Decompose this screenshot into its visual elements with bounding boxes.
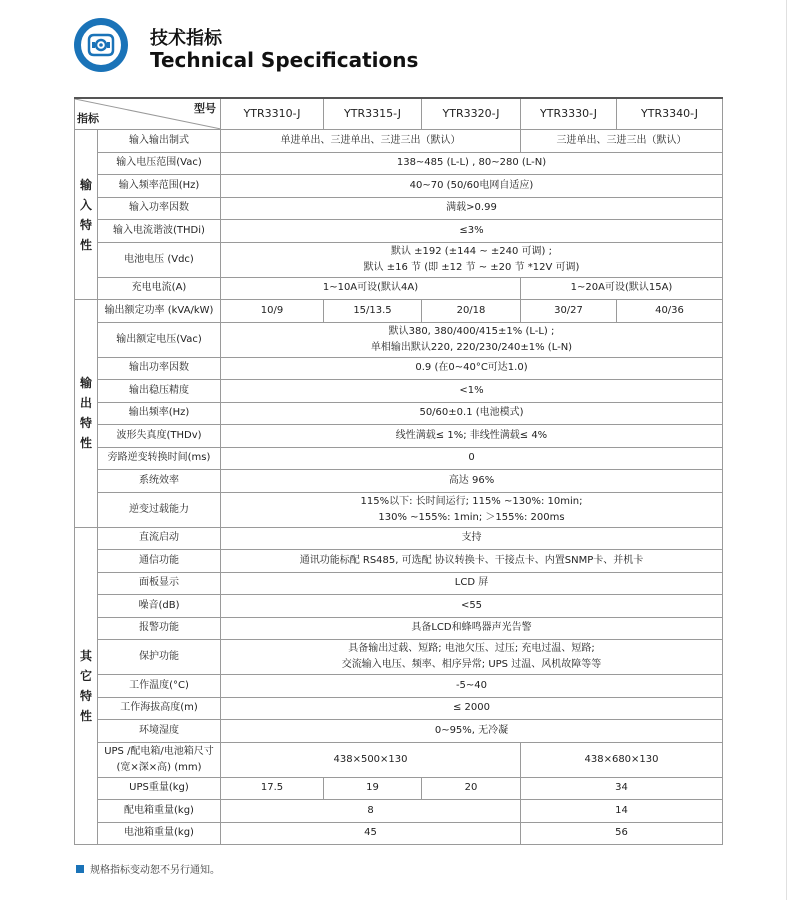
table-header-row <box>75 98 723 130</box>
row-label: 保护功能 <box>98 640 221 675</box>
cell-line: 默认380, 380/400/415±1% (L-L) ; <box>388 325 555 337</box>
model-header: YTR3330-J <box>521 98 617 130</box>
cell-value: 0 <box>221 447 723 470</box>
cell-value: ≤3% <box>221 220 723 243</box>
row-label: 电池电压 (Vdc) <box>98 242 221 277</box>
cell-value: 30/27 <box>521 300 617 323</box>
cell-line: 单相输出默认220, 220/230/240±1% (L-N) <box>370 341 573 353</box>
cell-value: 三进单出、三进三出（默认） <box>521 130 723 153</box>
table-row <box>75 470 723 493</box>
table-row <box>75 220 723 243</box>
row-label: 直流启动 <box>98 527 221 550</box>
table-row <box>75 800 723 823</box>
row-label: 报警功能 <box>98 617 221 640</box>
row-label-line: UPS /配电箱/电池箱尺寸 <box>104 745 214 757</box>
cell-value: <1% <box>221 380 723 403</box>
row-label: 输出额定电压(Vac) <box>98 322 221 357</box>
title-cn: 技术指标 <box>150 28 222 49</box>
table-row <box>75 742 723 777</box>
table-row <box>75 595 723 618</box>
table-row <box>75 277 723 300</box>
logo <box>74 18 128 72</box>
cell-value: 1~10A可设(默认4A) <box>221 277 521 300</box>
cell-value: 40~70 (50/60电网自适应) <box>221 175 723 198</box>
table-row <box>75 447 723 470</box>
page-edge-line <box>786 0 787 900</box>
cell-value: 45 <box>221 822 521 845</box>
cell-value: 15/13.5 <box>324 300 422 323</box>
cell-value: 满载>0.99 <box>221 197 723 220</box>
row-label: 环境湿度 <box>98 720 221 743</box>
specs-icon <box>86 32 116 58</box>
cell-value: ≤ 2000 <box>221 697 723 720</box>
section-label-other: 其它特性 <box>75 527 98 845</box>
cell-value: <55 <box>221 595 723 618</box>
table-row <box>75 130 723 153</box>
cell-value: 56 <box>521 822 723 845</box>
row-label: 输出稳压精度 <box>98 380 221 403</box>
table-row <box>75 675 723 698</box>
table-row <box>75 697 723 720</box>
cell-line: 115%以下: 长时间运行; 115% ~130%: 10min; <box>360 495 583 507</box>
cell-value: 0.9 (在0~40°C可达1.0) <box>221 357 723 380</box>
table-row <box>75 242 723 277</box>
corner-index-label: 指标 <box>77 112 99 125</box>
cell-value: 34 <box>521 777 723 800</box>
cell-value: 线性满载≤ 1%; 非线性满载≤ 4% <box>221 425 723 448</box>
cell-line: 具备输出过载、短路; 电池欠压、过压; 充电过温、短路; <box>348 643 595 654</box>
row-label: 输出额定功率 (kVA/kW) <box>98 300 221 323</box>
row-label: 通信功能 <box>98 550 221 573</box>
table-row <box>75 380 723 403</box>
cell-value: 具备LCD和蜂鸣器声光告警 <box>221 617 723 640</box>
row-label: 工作海拔高度(m) <box>98 697 221 720</box>
table-row <box>75 152 723 175</box>
footnote-text: 规格指标变动恕不另行通知。 <box>90 865 220 876</box>
footnote <box>76 861 220 876</box>
cell-value: 138~485 (L-L) , 80~280 (L-N) <box>221 152 723 175</box>
table-row <box>75 357 723 380</box>
cell-value: 438×500×130 <box>221 742 521 777</box>
section-label-output: 输出特性 <box>75 300 98 528</box>
row-label: 波形失真度(THDv) <box>98 425 221 448</box>
model-header: YTR3340-J <box>617 98 723 130</box>
spec-table <box>74 97 723 845</box>
table-row <box>75 197 723 220</box>
cell-value: 50/60±0.1 (电池模式) <box>221 402 723 425</box>
section-label-input: 输入特性 <box>75 130 98 300</box>
table-row <box>75 572 723 595</box>
table-row <box>75 322 723 357</box>
table-row <box>75 402 723 425</box>
row-label: UPS重量(kg) <box>98 777 221 800</box>
cell-value <box>221 242 723 277</box>
cell-value <box>221 640 723 675</box>
cell-value: 14 <box>521 800 723 823</box>
cell-value: 0~95%, 无冷凝 <box>221 720 723 743</box>
cell-line: 默认 ±16 节 (即 ±12 节 ~ ±20 节 *12V 可调) <box>363 261 580 273</box>
table-row <box>75 777 723 800</box>
cell-value: 8 <box>221 800 521 823</box>
cell-line: 130% ~155%: 1min; ＞155%: 200ms <box>378 511 565 523</box>
cell-value: 10/9 <box>221 300 324 323</box>
cell-value: 20/18 <box>422 300 521 323</box>
table-row <box>75 640 723 675</box>
square-bullet-icon <box>76 865 84 873</box>
model-header: YTR3315-J <box>324 98 422 130</box>
row-label: 面板显示 <box>98 572 221 595</box>
table-corner <box>75 98 221 130</box>
row-label: 系统效率 <box>98 470 221 493</box>
cell-value: 1~20A可设(默认15A) <box>521 277 723 300</box>
table-row <box>75 527 723 550</box>
cell-value: 高达 96% <box>221 470 723 493</box>
row-label: 输入功率因数 <box>98 197 221 220</box>
row-label: 旁路逆变转换时间(ms) <box>98 447 221 470</box>
row-label: 逆变过载能力 <box>98 492 221 527</box>
cell-value: -5~40 <box>221 675 723 698</box>
cell-value: 支持 <box>221 527 723 550</box>
header <box>74 18 714 74</box>
table-row <box>75 425 723 448</box>
table-row <box>75 720 723 743</box>
row-label: 输出频率(Hz) <box>98 402 221 425</box>
row-label: 输入电流谐波(THDi) <box>98 220 221 243</box>
title-en: Technical Specifications <box>150 48 419 72</box>
cell-value: 20 <box>422 777 521 800</box>
row-label: 噪音(dB) <box>98 595 221 618</box>
table-row <box>75 492 723 527</box>
cell-value: 438×680×130 <box>521 742 723 777</box>
cell-value: LCD 屏 <box>221 572 723 595</box>
cell-value: 单进单出、三进单出、三进三出（默认） <box>221 130 521 153</box>
cell-value: 40/36 <box>617 300 723 323</box>
corner-model-label: 型号 <box>194 102 216 115</box>
row-label: 电池箱重量(kg) <box>98 822 221 845</box>
row-label: 配电箱重量(kg) <box>98 800 221 823</box>
cell-value: 19 <box>324 777 422 800</box>
row-label: 输入电压范围(Vac) <box>98 152 221 175</box>
row-label: 输入输出制式 <box>98 130 221 153</box>
table-row <box>75 550 723 573</box>
table-row <box>75 822 723 845</box>
cell-value <box>221 492 723 527</box>
row-label: 输出功率因数 <box>98 357 221 380</box>
table-row <box>75 617 723 640</box>
table-row <box>75 175 723 198</box>
row-label: 充电电流(A) <box>98 277 221 300</box>
model-header: YTR3310-J <box>221 98 324 130</box>
row-label: 工作温度(°C) <box>98 675 221 698</box>
table-row <box>75 300 723 323</box>
row-label: 输入频率范围(Hz) <box>98 175 221 198</box>
model-header: YTR3320-J <box>422 98 521 130</box>
cell-line: 默认 ±192 (±144 ~ ±240 可调) ; <box>390 245 553 257</box>
row-label-line: (宽×深×高) (mm) <box>116 761 202 773</box>
cell-value <box>221 322 723 357</box>
cell-value: 通讯功能标配 RS485, 可选配 协议转换卡、干接点卡、内置SNMP卡、并机卡 <box>221 550 723 573</box>
cell-line: 交流输入电压、频率、相序异常; UPS 过温、风机故障等等 <box>341 659 602 670</box>
row-label <box>98 742 221 777</box>
cell-value: 17.5 <box>221 777 324 800</box>
